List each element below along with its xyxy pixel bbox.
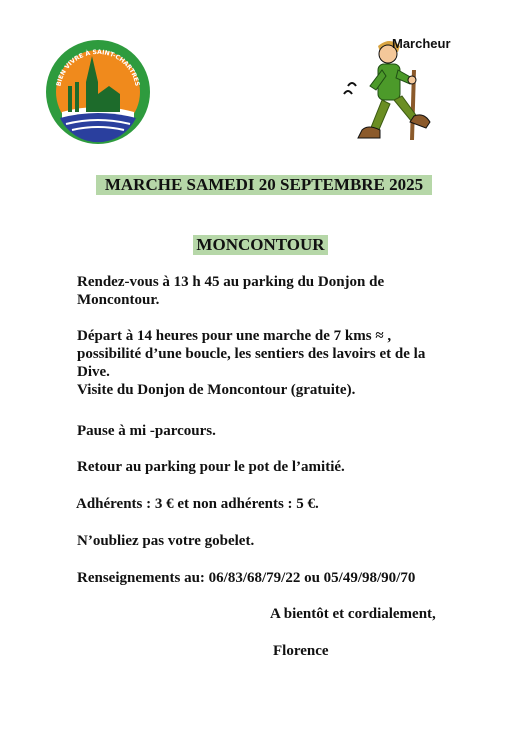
location-subtitle: MONCONTOUR <box>193 235 328 255</box>
rendezvous-paragraph <box>77 273 477 309</box>
logo-text: BIEN VIVRE À SAINT-CHARTRES <box>55 48 141 87</box>
salutation-line: A bientôt et cordialement, <box>270 606 436 622</box>
depart-paragraph <box>77 327 477 399</box>
depart-line-1: Départ à 14 heures pour une marche de 7 kms ≈ , <box>77 328 392 344</box>
depart-line-2: possibilité d’une boucle, les sentiers des lavoirs et de la <box>77 346 426 362</box>
tarifs-paragraph: Adhérents : 3 € et non adhérents : 5 €. <box>76 496 319 512</box>
rendezvous-line-1: Rendez-vous à 13 h 45 au parking du Donjon de <box>77 274 385 290</box>
association-logo <box>44 38 152 146</box>
visite-line: Visite du Donjon de Moncontour (gratuite). <box>77 382 356 398</box>
pause-paragraph: Pause à mi -parcours. <box>77 423 216 439</box>
depart-line-3: Dive. <box>77 364 110 380</box>
renseignements-paragraph: Renseignements au: 06/83/68/79/22 ou 05/49/98/90/70 <box>77 570 416 586</box>
gobelet-paragraph: N’oubliez pas votre gobelet. <box>77 533 255 549</box>
signature: Florence <box>273 643 329 659</box>
retour-paragraph: Retour au parking pour le pot de l’amitié. <box>77 459 345 475</box>
walker-label: Marcheur <box>392 36 451 51</box>
rendezvous-line-2: Moncontour. <box>77 292 160 308</box>
page-title: MARCHE SAMEDI 20 SEPTEMBRE 2025 <box>96 175 432 195</box>
